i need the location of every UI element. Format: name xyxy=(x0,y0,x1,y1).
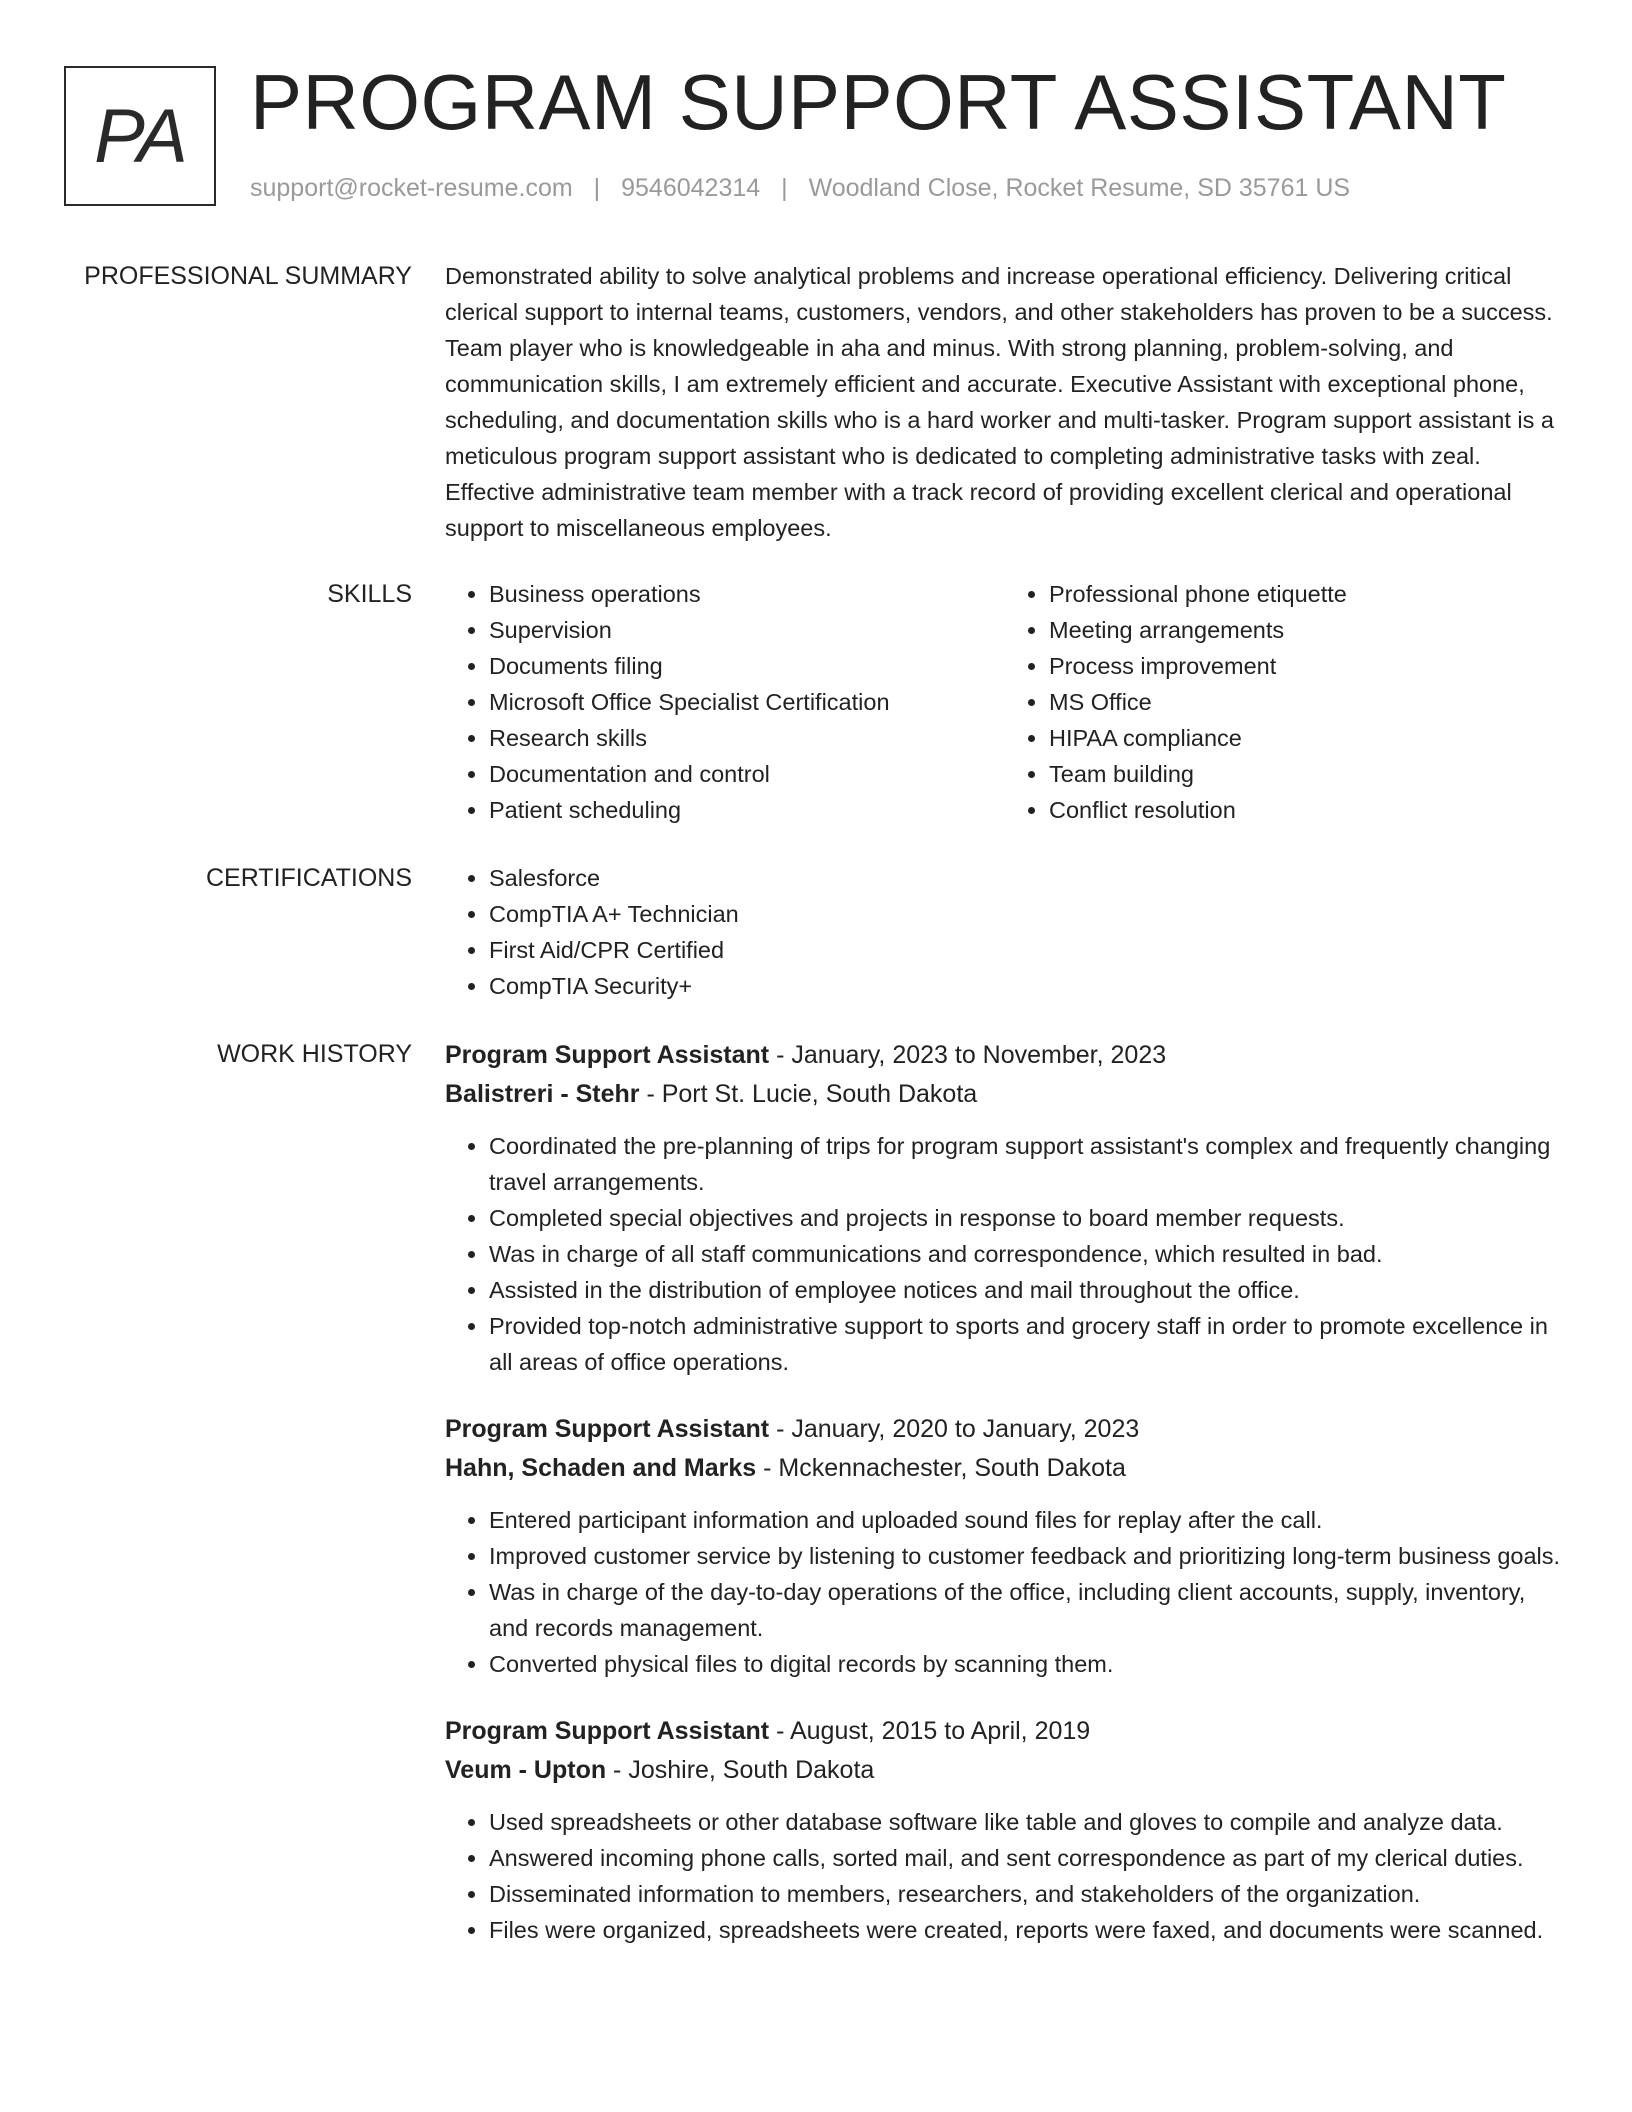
contact-line xyxy=(250,174,1350,203)
job-bullets xyxy=(445,1128,1565,1380)
job-bullet: • Was in charge of all staff communications and correspondence, which resulted in bad. xyxy=(489,1236,1565,1272)
job-title-line xyxy=(445,1410,1565,1449)
job-bullet: • Assisted in the distribution of employee notices and mail throughout the office. xyxy=(489,1272,1565,1308)
contact-separator: | xyxy=(781,174,788,202)
skill-item: • HIPAA compliance xyxy=(1049,720,1565,756)
job-company-line xyxy=(445,1449,1565,1488)
summary-content xyxy=(445,258,1565,546)
skill-item: • Team building xyxy=(1049,756,1565,792)
job-bullet: • Improved customer service by listening to customer feedback and prioritizing long-term business goals. xyxy=(489,1538,1565,1574)
skill-item: • Microsoft Office Specialist Certification xyxy=(489,684,1005,720)
job-bullet: • Completed special objectives and projects in response to board member requests. xyxy=(489,1200,1565,1236)
resume-title: PROGRAM SUPPORT ASSISTANT xyxy=(250,58,1507,146)
job-location: - Mckennachester, South Dakota xyxy=(756,1454,1126,1482)
job-bullet: • Entered participant information and uploaded sound files for replay after the call. xyxy=(489,1502,1565,1538)
section-label-certifications: CERTIFICATIONS xyxy=(205,864,412,892)
skill-item: • Business operations xyxy=(489,576,1005,612)
job-title-line xyxy=(445,1712,1565,1751)
skill-item: • Professional phone etiquette xyxy=(1049,576,1565,612)
job-company-line xyxy=(445,1751,1565,1790)
certification-item: • First Aid/CPR Certified xyxy=(489,932,1565,968)
job-bullet: • Was in charge of the day-to-day operations of the office, including client accounts, supply, inventory, and records management. xyxy=(489,1574,1565,1646)
skills-list-right xyxy=(1005,576,1565,828)
skills-list-left xyxy=(445,576,1005,828)
job-dates: - August, 2015 to April, 2019 xyxy=(769,1717,1091,1745)
section-label-skills: SKILLS xyxy=(327,580,412,608)
job-title-line xyxy=(445,1036,1565,1075)
job-bullet: • Coordinated the pre-planning of trips for program support assistant's complex and frequently changing travel arrangements. xyxy=(489,1128,1565,1200)
certifications-content xyxy=(445,860,1565,1004)
contact-address: Woodland Close, Rocket Resume, SD 35761 US xyxy=(808,174,1351,202)
skill-item: • Documentation and control xyxy=(489,756,1005,792)
job-location: - Joshire, South Dakota xyxy=(606,1756,875,1784)
section-label-summary: PROFESSIONAL SUMMARY xyxy=(84,262,412,290)
skill-item: • Meeting arrangements xyxy=(1049,612,1565,648)
job-bullet: • Files were organized, spreadsheets were created, reports were faxed, and documents were scanned. xyxy=(489,1912,1565,1948)
certification-item: • CompTIA Security+ xyxy=(489,968,1565,1004)
job-location: - Port St. Lucie, South Dakota xyxy=(639,1080,978,1108)
skill-item: • MS Office xyxy=(1049,684,1565,720)
skill-item: • Research skills xyxy=(489,720,1005,756)
job-company: Hahn, Schaden and Marks xyxy=(445,1454,757,1482)
certification-item: • Salesforce xyxy=(489,860,1565,896)
skills-content xyxy=(445,576,1565,828)
contact-phone: 9546042314 xyxy=(621,174,761,202)
job-bullets xyxy=(445,1804,1565,1948)
job-company: Veum - Upton xyxy=(445,1756,607,1784)
skill-item: • Process improvement xyxy=(1049,648,1565,684)
monogram-logo: PA xyxy=(64,66,216,206)
contact-separator: | xyxy=(593,174,601,202)
job-bullet: • Provided top-notch administrative support to sports and grocery staff in order to promote excellence in all areas of office operations. xyxy=(489,1308,1565,1380)
certification-item: • CompTIA A+ Technician xyxy=(489,896,1565,932)
skill-item: • Conflict resolution xyxy=(1049,792,1565,828)
job-bullet: • Used spreadsheets or other database software like table and gloves to compile and analyze data. xyxy=(489,1804,1565,1840)
job-dates: - January, 2023 to November, 2023 xyxy=(769,1041,1167,1069)
job-entry xyxy=(445,1036,1565,1380)
job-company-line xyxy=(445,1075,1565,1114)
job-bullet: • Answered incoming phone calls, sorted mail, and sent correspondence as part of my clerical duties. xyxy=(489,1840,1565,1876)
contact-email: support@rocket-resume.com xyxy=(250,174,573,202)
certifications-list xyxy=(445,860,1565,1004)
job-title: Program Support Assistant xyxy=(445,1415,770,1443)
section-label-work: WORK HISTORY xyxy=(217,1040,412,1068)
work-content xyxy=(445,1036,1565,1978)
job-dates: - January, 2020 to January, 2023 xyxy=(769,1415,1140,1443)
skill-item: • Documents filing xyxy=(489,648,1005,684)
job-entry xyxy=(445,1410,1565,1682)
skill-item: • Patient scheduling xyxy=(489,792,1005,828)
job-title: Program Support Assistant xyxy=(445,1041,770,1069)
job-title: Program Support Assistant xyxy=(445,1717,770,1745)
job-bullet: • Converted physical files to digital records by scanning them. xyxy=(489,1646,1565,1682)
summary-text: Demonstrated ability to solve analytical problems and increase operational efficiency. Delivering critical clerical support to internal teams, customers, vendors, and other stakeholders has proven to be a success. Team player who is knowledgeable in aha and minus. With strong planning, problem-solving, and communication skills, I am extremely efficient and accurate. Executive Assistant with exceptional phone, scheduling, and documentation skills who is a hard worker and multi-tasker. Program support assistant is a meticulous program support assistant who is dedicated to completing administrative tasks with zeal. Effective administrative team member with a track record of providing excellent clerical and operational support to miscellaneous employees. xyxy=(445,263,1554,541)
skill-item: • Supervision xyxy=(489,612,1005,648)
job-company: Balistreri - Stehr xyxy=(445,1080,640,1108)
job-bullets xyxy=(445,1502,1565,1682)
job-entry xyxy=(445,1712,1565,1948)
job-bullet: • Disseminated information to members, researchers, and stakeholders of the organization. xyxy=(489,1876,1565,1912)
